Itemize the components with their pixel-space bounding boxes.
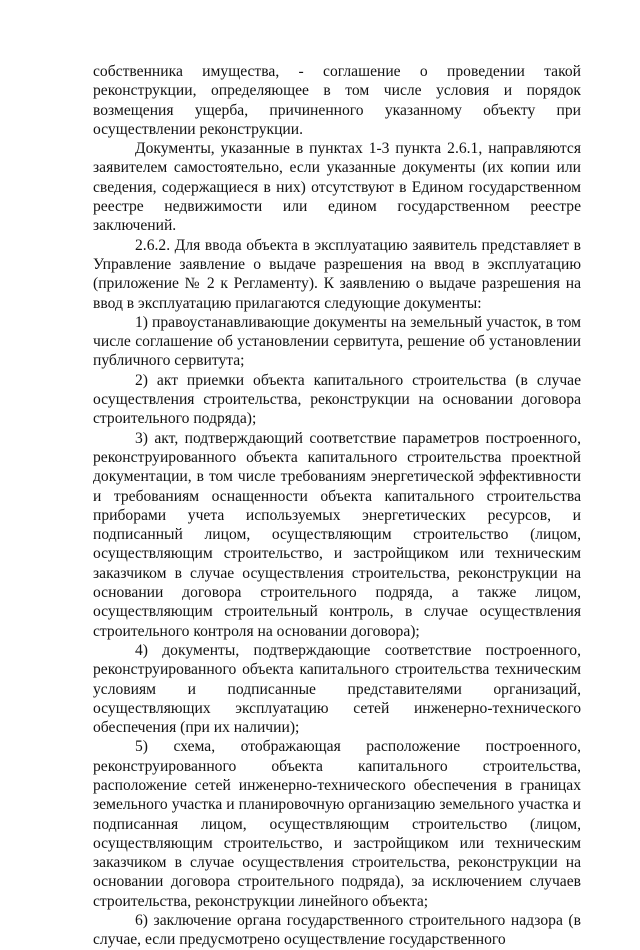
paragraph-reconstruction-agreement: собственника имущества, - соглашение о проведении такой реконструкции, определяющее в том числе условия и порядок возмещения ущерба, причиненного указанному объекту при осуществлении реконструкции. [93,63,581,138]
list-item-1-land-documents: 1) правоустанавливающие документы на земельный участок, в том числе соглашение об установлении сервитута, решение об установлении публичного сервитута; [93,313,581,370]
paragraph-section-2-6-2: 2.6.2. Для ввода объекта в эксплуатацию заявитель представляет в Управление заявление о выдаче разрешения на ввод в эксплуатацию (приложение № 2 к Регламенту). К заявлению о выдаче разрешения на ввод в эксплуатацию прилагаются следующие документы: [93,236,581,312]
list-item-5-layout-scheme: 5) схема, отображающая расположение построенного, реконструированного объекта капитального строительства, расположение сетей инженерно-технического обеспечения в границах земельного участка и планировочную организацию земельного участка и подписанная лицом, осуществляющим строительство (лицом, осуществляющим строительство, и застройщиком или техническим заказчиком в случае осуществления строительства, реконструкции на основании договора строительного подряда), за исключением случаев строительства, реконструкции линейного объекта; [93,738,581,910]
list-item-2-acceptance-act: 2) акт приемки объекта капитального строительства (в случае осуществления строительства, реконструкции на основании договора строительного подряда); [93,371,581,428]
document-body [93,62,581,950]
list-item-4-technical-conditions: 4) документы, подтверждающие соответствие построенного, реконструированного объекта капитального строительства техническим условиям и подписанные представителями организаций, осуществляющих эксплуатацию сетей инженерно-технического обеспечения (при их наличии); [93,641,581,737]
list-item-6-supervision-conclusion: 6) заключение органа государственного строительного надзора (в случае, если предусмотрено осуществление государственного [93,912,581,949]
list-item-3-compliance-act: 3) акт, подтверждающий соответствие параметров построенного, реконструированного объекта капитального строительства проектной документации, в том числе требованиям энергетической эффективности и требованиям оснащенности объекта капитального строительства приборами учета используемых энергетических ресурсов, и подписанный лицом, осуществляющим строительство (лицом, осуществляющим строительство, и застройщиком или техническим заказчиком в случае осуществления строительства, реконструкции на основании договора строительного подряда, а также лицом, осуществляющим строительный контроль, в случае осуществления строительного контроля на основании договора); [93,429,581,640]
paragraph-documents-submitted-independently: Документы, указанные в пунктах 1-3 пункта 2.6.1, направляются заявителем самостоятельно, если указанные документы (их копии или сведения, содержащиеся в них) отсутствуют в Едином государственном реестре недвижимости или едином государственном реестре заключений. [93,140,581,235]
